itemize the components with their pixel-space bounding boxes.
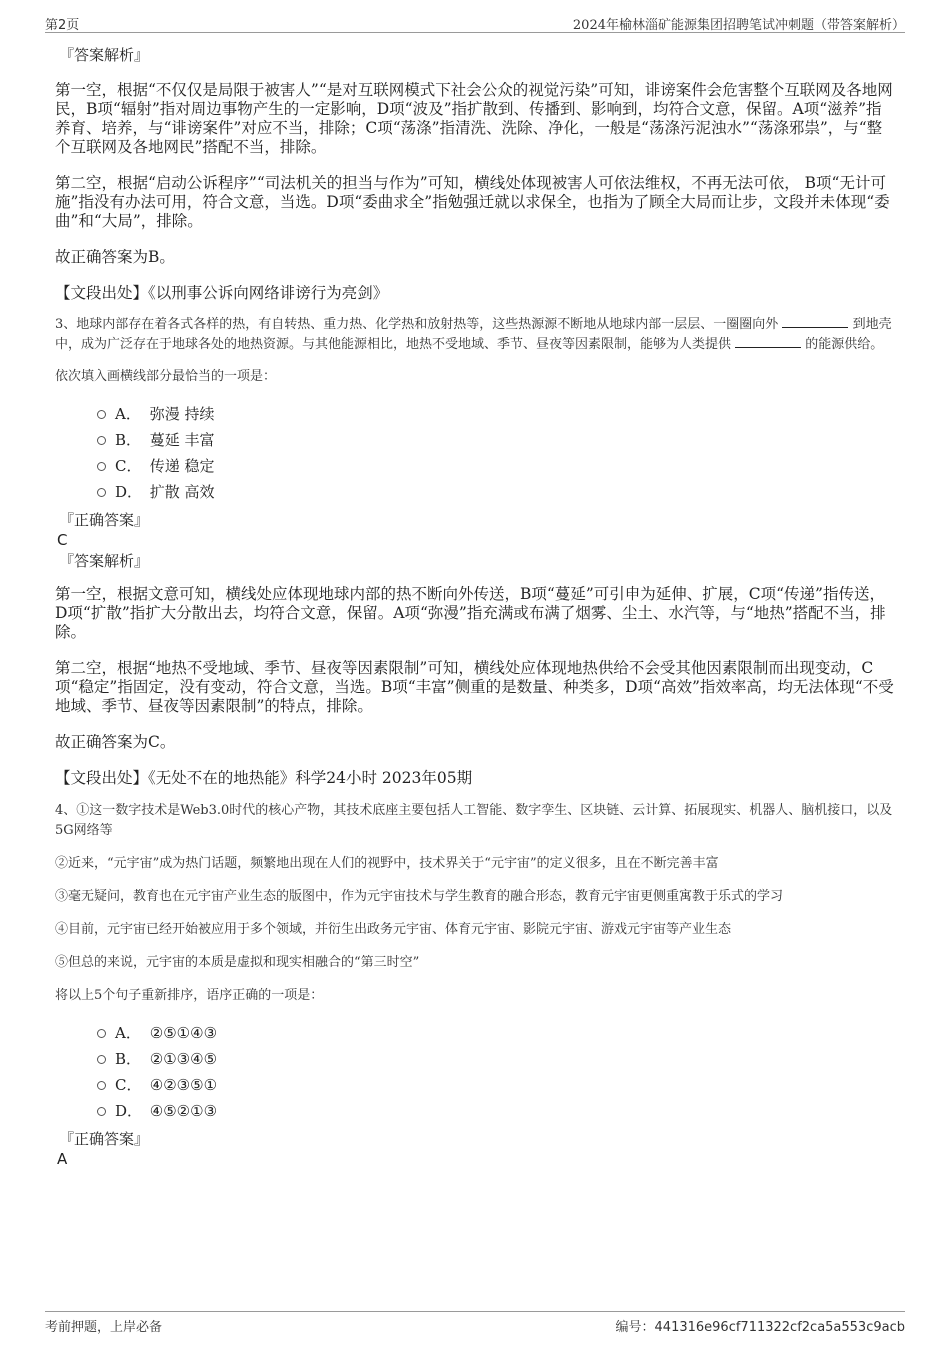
code-label: 编号： — [615, 1320, 655, 1335]
sentence-5: ⑤但总的来说，元宇宙的本质是虚拟和现实相融合的“第三时空” — [55, 955, 420, 970]
option-b[interactable] — [97, 427, 895, 453]
analysis-paragraph: 第二空，根据“启动公诉程序”“司法机关的担当与作为”可知，横线处体现被害人可依法维权，不再无法可依， B项“无计可施”指没有办法可用，符合文意，当选。D项“委曲求全”指勉强迁就以求保全，也指为了顾全大局而让步，文段并未体现“委曲”和“大局”，排除。 — [55, 174, 890, 230]
radio-icon[interactable] — [97, 1055, 106, 1064]
option-key: A． — [115, 1024, 141, 1042]
stem-part: 3、地球内部存在着各式各样的热，有自转热、重力热、化学热和放射热等，这些热源源不断地从地球内部一层层、一圈圈向外 — [55, 317, 779, 332]
option-key: B． — [115, 431, 142, 449]
fill-blank — [782, 315, 848, 328]
correct-answer-label: 『正确答案』 — [59, 511, 150, 529]
analysis-label: 『答案解析』 — [59, 552, 150, 570]
document-code — [616, 1316, 905, 1335]
option-key: A． — [115, 405, 141, 423]
option-d[interactable] — [97, 479, 895, 505]
option-c[interactable] — [97, 453, 895, 479]
answer-conclusion: 故正确答案为C。 — [55, 733, 176, 751]
analysis-paragraph: 第二空，根据“地热不受地域、季节、昼夜等因素限制”可知，横线处应体现地热供给不会受其他因素限制而出现变动，C项“稳定”指固定，没有变动，符合文意，当选。B项“丰富”侧重的是数量、种类多，D项“高效”指效率高，均无法体现“不受地域、季节、昼夜等因素限制”的特点，排除。 — [55, 659, 894, 715]
document-body — [55, 44, 895, 1169]
option-text: ④②③⑤① — [149, 1076, 218, 1094]
option-c[interactable] — [97, 1072, 895, 1098]
analysis-paragraph: 第一空，根据文意可知，横线处应体现地球内部的热不断向外传送，B项“蔓延”可引申为延伸、扩展，C项“传递”指传送，D项“扩散”指扩大分散出去，均符合文意，保留。A项“弥漫”指充满或布满了烟雾、尘土、水汽等，与“地热”搭配不当，排除。 — [55, 585, 886, 641]
source-citation: 【文段出处】《无处不在的地热能》科学24小时 2023年05期 — [55, 769, 473, 787]
code-value: 441316e96cf711322cf2ca5a553c9acb — [654, 1320, 905, 1335]
question-prompt: 依次填入画横线部分最恰当的一项是： — [55, 369, 277, 384]
source-citation: 【文段出处】《以刑事公诉向网络诽谤行为亮剑》 — [55, 284, 389, 302]
document-title: 2024年榆林淄矿能源集团招聘笔试冲刺题（带答案解析） — [572, 18, 905, 33]
option-text: 扩散 高效 — [149, 483, 215, 501]
option-key: D． — [115, 483, 143, 501]
stem-part: 到地壳中，成为广泛存在于地球各处的地热资源。与其他能源相比，地热不受地域、季节、昼夜等因素限制，能够为人类提供 — [55, 317, 892, 352]
option-text: 弥漫 持续 — [149, 405, 215, 423]
option-key: B． — [115, 1050, 142, 1068]
radio-icon[interactable] — [97, 436, 106, 445]
sentence-2: ②近来，“元宇宙”成为热门话题，频繁地出现在人们的视野中，技术界关于“元宇宙”的定义很多，且在不断完善丰富 — [55, 856, 719, 871]
correct-answer-label: 『正确答案』 — [59, 1130, 150, 1148]
radio-icon[interactable] — [97, 1081, 106, 1090]
page-footer — [45, 1311, 905, 1335]
radio-icon[interactable] — [97, 1029, 106, 1038]
option-list — [97, 1020, 895, 1124]
footer-slogan: 考前押题，上岸必备 — [45, 1320, 163, 1335]
fill-blank — [735, 335, 801, 348]
option-text: ②①③④⑤ — [149, 1050, 218, 1068]
sentence-4: ④目前，元宇宙已经开始被应用于多个领域，并衍生出政务元宇宙、体育元宇宙、影院元宇宙、游戏元宇宙等产业生态 — [55, 922, 732, 937]
page-number: 第2页 — [45, 18, 80, 33]
answer-conclusion: 故正确答案为B。 — [55, 248, 175, 266]
option-b[interactable] — [97, 1046, 895, 1072]
option-key: C． — [115, 457, 142, 475]
radio-icon[interactable] — [97, 488, 106, 497]
analysis-paragraph: 第一空，根据“不仅仅是局限于被害人”“是对互联网模式下社会公众的视觉污染”可知，诽谤案件会危害整个互联网及各地网民，B项“辐射”指对周边事物产生的一定影响，D项“波及”指扩散到、传播到、影响到，均符合文意，保留。A项“滋养”指养育、培养，与“诽谤案件”对应不当，排除；C项“荡涤”指清洗、洗除、净化，一般是“荡涤污泥浊水”“荡涤邪祟”，与“整个互联网及各地网民”搭配不当，排除。 — [55, 81, 893, 156]
correct-answer: A — [57, 1150, 68, 1168]
analysis-label: 『答案解析』 — [59, 46, 150, 64]
radio-icon[interactable] — [97, 462, 106, 471]
question-stem — [55, 315, 895, 355]
sentence-3: ③毫无疑问，教育也在元宇宙产业生态的版图中，作为元宇宙技术与学生教育的融合形态，教育元宇宙更侧重寓教于乐式的学习 — [55, 889, 784, 904]
correct-answer: C — [57, 531, 68, 549]
option-key: D． — [115, 1102, 143, 1120]
option-a[interactable] — [97, 401, 895, 427]
option-text: 传递 稳定 — [149, 457, 215, 475]
radio-icon[interactable] — [97, 410, 106, 419]
question-prompt: 将以上5个句子重新排序，语序正确的一项是： — [55, 988, 324, 1003]
option-key: C． — [115, 1076, 142, 1094]
sentence-1: 4、①这一数字技术是Web3.0时代的核心产物，其技术底座主要包括人工智能、数字孪生、区块链、云计算、拓展现实、机器人、脑机接口，以及5G网络等 — [55, 803, 893, 838]
radio-icon[interactable] — [97, 1107, 106, 1116]
option-text: 蔓延 丰富 — [149, 431, 215, 449]
option-text: ②⑤①④③ — [149, 1024, 218, 1042]
option-a[interactable] — [97, 1020, 895, 1046]
stem-part: 的能源供给。 — [805, 337, 884, 352]
option-list — [97, 401, 895, 505]
option-d[interactable] — [97, 1098, 895, 1124]
page-header — [45, 12, 905, 33]
option-text: ④⑤②①③ — [149, 1102, 218, 1120]
